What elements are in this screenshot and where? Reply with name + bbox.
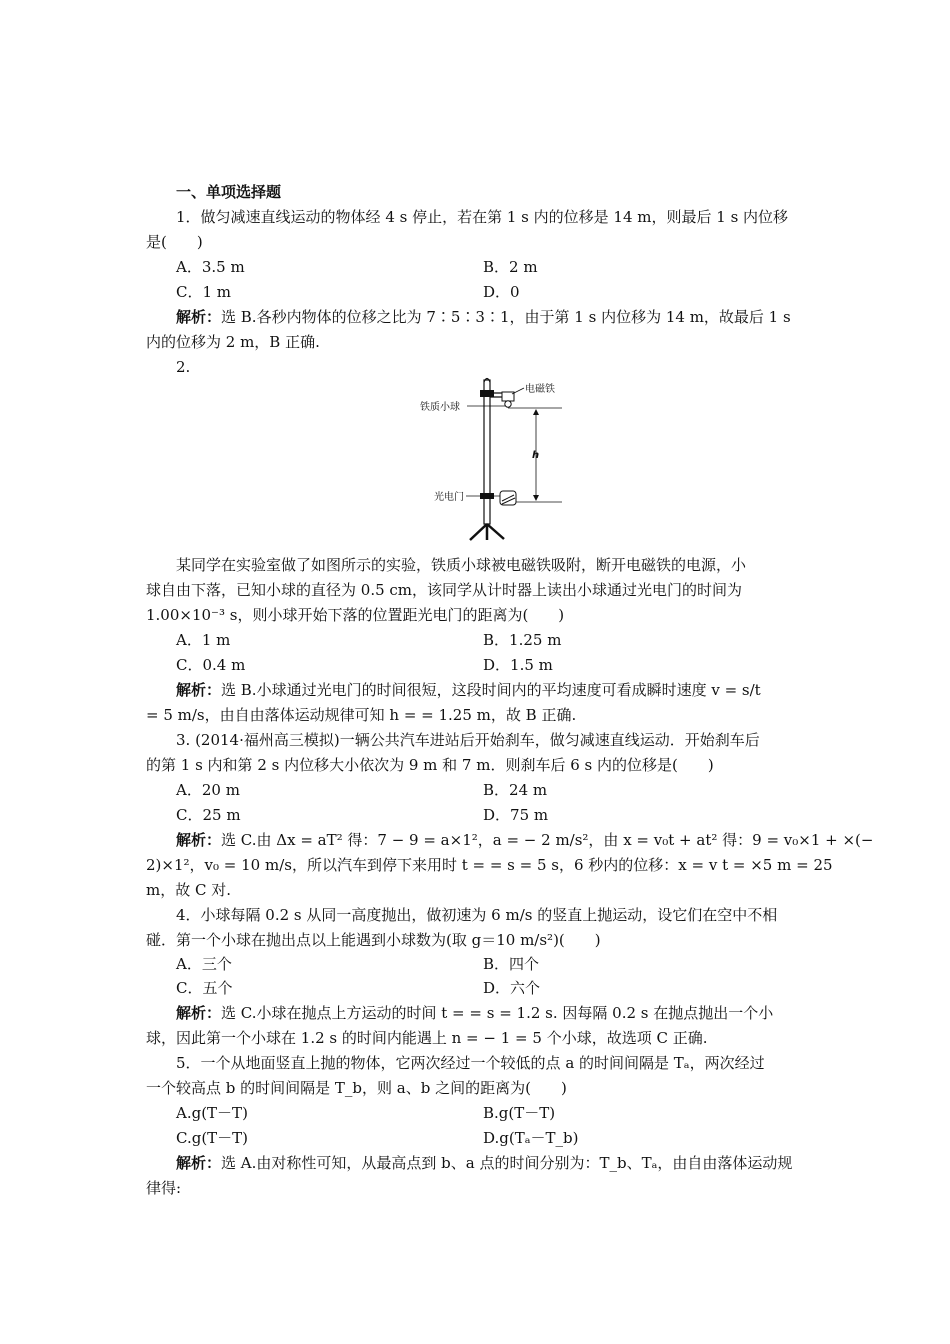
electromagnet-label: 电磁铁: [525, 384, 555, 395]
q2-option-b: B．1.25 m: [483, 631, 562, 649]
q5-stem-line-1: 5．一个从地面竖直上抛的物体，它两次经过一个较低的点 a 的时间间隔是 Tₐ，两次经过: [176, 1054, 765, 1072]
q3-solution-line-3: m，故 C 对.: [146, 881, 232, 899]
q4-option-c: C．五个: [176, 979, 233, 997]
q2-solution-text: 选 B.小球通过光电门的时间很短，这段时间内的平均速度可看成瞬时速度 v = s/t: [221, 681, 761, 699]
q2-stem-line-2: 球自由下落，已知小球的直径为 0.5 cm，该同学从计时器上读出小球通过光电门的时间为: [146, 581, 743, 599]
h-label: h: [532, 450, 540, 461]
q3-stem-line-2: 的第 1 s 内和第 2 s 内位移大小依次为 9 m 和 7 m．则刹车后 6 s 内的位移是( ): [146, 756, 714, 774]
photogate-label: 光电门: [434, 492, 464, 503]
q5-option-d: D.g(Tₐ－T_b): [483, 1129, 579, 1147]
solution-label: 解析：: [176, 831, 222, 849]
q3-option-b: B．24 m: [483, 781, 548, 799]
ball-label: 铁质小球: [420, 402, 460, 413]
q3-option-c: C．25 m: [176, 806, 241, 824]
q1-option-b: B．2 m: [483, 258, 538, 276]
q4-stem-line-1: 4．小球每隔 0.2 s 从同一高度抛出，做初速为 6 m/s 的竖直上抛运动，设它们在空中不相: [176, 906, 778, 924]
q3-solution-line-2: 2)×1²，v₀ = 10 m/s，所以汽车到停下来用时 t = = s = 5 s，6 秒内的位移：x = v t = ×5 m = 25: [146, 856, 833, 874]
stand-pole: [484, 380, 490, 524]
q4-stem-line-2: 碰．第一个小球在抛出点以上能遇到小球数为(取 g＝10 m/s²)( ): [146, 931, 601, 949]
q1-stem-line-1: 1．做匀减速直线运动的物体经 4 s 停止，若在第 1 s 内的位移是 14 m，则最后 1 s 内位移: [176, 208, 789, 226]
q5-stem-line-2: 一个较高点 b 的时间间隔是 T_b，则 a、b 之间的距离为( ): [146, 1079, 567, 1097]
q2-solution-line-2: = 5 m/s，由自由落体运动规律可知 h = = 1.25 m，故 B 正确.: [146, 706, 577, 724]
q2-option-a: A．1 m: [176, 631, 231, 649]
q2-option-c: C．0.4 m: [176, 656, 246, 674]
experiment-figure: [420, 374, 570, 542]
q3-option-d: D．75 m: [483, 806, 549, 824]
q1-solution-text: 选 B.各秒内物体的位移之比为 7∶5∶3∶1，由于第 1 s 内位移为 14 m，故最后 1 s: [221, 308, 791, 326]
solution-label: 解析：: [176, 1154, 222, 1172]
q4-solution-line-2: 球，因此第一个小球在 1.2 s 的时间内能遇上 n = − 1 = 5 个小球，故选项 C 正确.: [146, 1029, 708, 1047]
q1-stem-line-2: 是( ): [146, 233, 203, 251]
section-heading: 一、单项选择题: [176, 183, 282, 201]
solution-label: 解析：: [176, 681, 222, 699]
q5-option-b: B.g(T－T): [483, 1104, 556, 1122]
q2-stem-line-3: 1.00×10⁻³ s，则小球开始下落的位置距光电门的距离为( ): [146, 606, 565, 624]
q4-option-b: B．四个: [483, 955, 540, 973]
q1-option-d: D．0: [483, 283, 520, 301]
solution-label: 解析：: [176, 1004, 222, 1022]
q4-solution-text: 选 C.小球在抛点上方运动的时间 t = = s = 1.2 s. 因每隔 0.2 s 在抛点抛出一个小: [221, 1004, 774, 1022]
q4-option-d: D．六个: [483, 979, 541, 997]
electromagnet: [502, 392, 514, 401]
q5-solution-text: 选 A.由对称性可知，从最高点到 b、a 点的时间分别为：T_b、Tₐ，由自由落体运动规: [221, 1154, 793, 1172]
iron-ball: [505, 401, 511, 407]
q5-option-a: A.g(T－T): [176, 1104, 248, 1122]
q3-solution-line-1: [176, 828, 874, 852]
q2-option-d: D．1.5 m: [483, 656, 553, 674]
q5-solution-line-1: [176, 1151, 841, 1175]
q1-option-a: A．3.5 m: [176, 258, 245, 276]
tripod-base: [470, 524, 504, 540]
q3-option-a: A．20 m: [176, 781, 240, 799]
q3-stem-line-1: 3. (2014·福州高三模拟)一辆公共汽车进站后开始刹车，做匀减速直线运动．开始刹车后: [176, 731, 760, 749]
q2-stem-line-1: 某同学在实验室做了如图所示的实验，铁质小球被电磁铁吸附，断开电磁铁的电源，小: [176, 556, 747, 574]
q1-solution-line-2: 内的位移为 2 m，B 正确.: [146, 333, 320, 351]
q1-solution-line-1: [176, 305, 841, 329]
q5-solution-line-2: 律得:: [146, 1179, 182, 1197]
q4-solution-line-1: [176, 1001, 841, 1025]
q4-option-a: A．三个: [176, 955, 232, 973]
q3-solution-text: 选 C.由 Δx = aT² 得：7 − 9 = a×1²，a = − 2 m/s²，由 x = v₀t + at² 得：9 = v₀×1 + ×(−: [221, 831, 874, 849]
solution-label: 解析：: [176, 308, 222, 326]
q1-option-c: C．1 m: [176, 283, 232, 301]
q2-number: 2.: [176, 358, 191, 376]
q5-option-c: C.g(T－T): [176, 1129, 249, 1147]
q2-solution-line-1: [176, 678, 841, 702]
